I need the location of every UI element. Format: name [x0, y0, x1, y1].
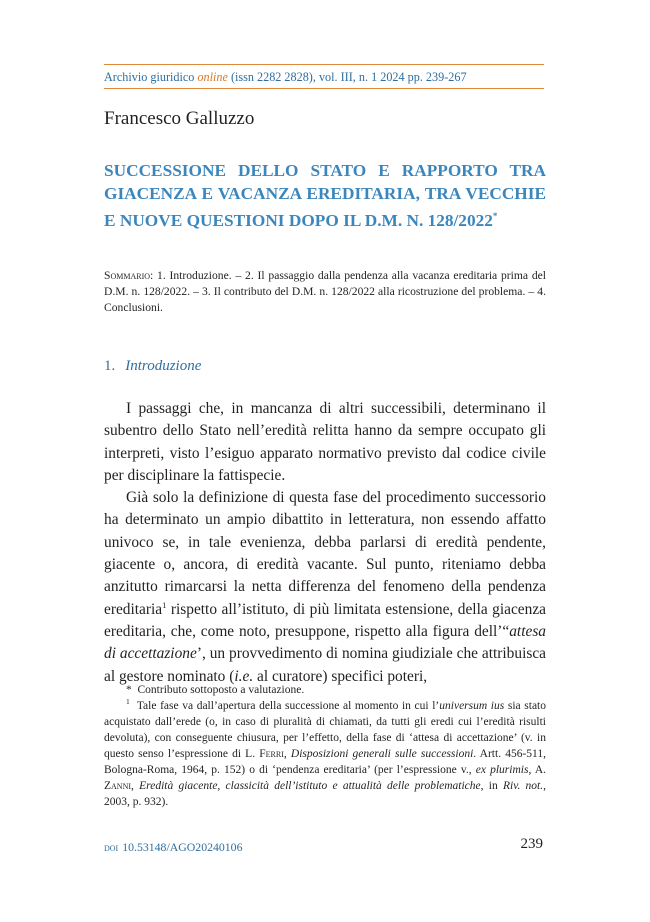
- footnote-star: [104, 682, 546, 698]
- paragraph-2: [104, 487, 546, 688]
- running-head: [104, 64, 544, 89]
- footnote-1-italic: ex plurimis: [475, 764, 529, 776]
- footnote-star-mark: *: [126, 684, 132, 696]
- doi[interactable]: [104, 840, 242, 855]
- doi-value[interactable]: 10.53148/AGO20240106: [122, 840, 243, 854]
- footnotes: [104, 682, 546, 810]
- page-number: 239: [520, 836, 543, 852]
- summary-text: 1. Introduzione. – 2. Il passaggio dalla pendenza alla vacanza ereditaria prima del D.M. n. 128/2022. – 3. Il contributo del D.M. n. 128/2022 alla ricostruzione del problema. – 4. Conclusioni.: [104, 269, 546, 314]
- footnote-1-text: ,: [283, 748, 291, 760]
- footnote-1-italic: Eredità giacente, classicità dell’istituto e attualità delle problematiche: [139, 780, 481, 792]
- paragraph-1: I passaggi che, in mancanza di altri successibili, determinano il subentro dello Stato nell’eredità relitta hanno da sempre occupato gli interpreti, visto l’esiguo apparato normativo previsto dal codice civile per disciplinare la fattispecie.: [104, 400, 546, 484]
- paragraph-2-part-d: al curatore) specifici poteri,: [253, 667, 428, 685]
- journal-details: (issn 2282 2828), vol. III, n. 1 2024 pp. 239-267: [230, 70, 467, 84]
- summary-label: Sommario:: [104, 269, 154, 282]
- doi-prefix: doi: [104, 840, 119, 854]
- paragraph-2-ie: i.e.: [234, 667, 254, 685]
- author-name: Francesco Galluzzo: [104, 108, 255, 129]
- section-title: Introduzione: [125, 358, 202, 374]
- footnote-1-text: ,: [131, 780, 140, 792]
- paragraph-2-part-c: ’, un provvedimento di nomina giudiziale che attribuisca al gestore nominato (: [104, 645, 546, 685]
- footnote-star-text: Contributo sottoposto a valutazione.: [137, 684, 305, 696]
- footnote-1-text: . Artt. 456-511, Bologna-Roma, 1964, p. 152) o di ‘pendenza ereditaria’ (per l’espressione v.,: [104, 748, 547, 776]
- paragraph-2-italic: attesa di accettazione: [104, 622, 546, 663]
- title-footnote-mark[interactable]: *: [492, 211, 498, 221]
- summary: [104, 268, 546, 316]
- footnote-1-author: Ferri: [259, 748, 284, 760]
- article-title-text: SUCCESSIONE DELLO STATO E RAPPORTO TRA GIACENZA E VACANZA EREDITARIA, TRA VECCHIE E NUOVE QUESTIONI DOPO IL D.M. N. 128/2022: [104, 161, 546, 230]
- footnote-1-mark: 1: [126, 697, 130, 707]
- footnote-1-text: , A.: [528, 764, 547, 776]
- journal-online: online: [197, 70, 228, 84]
- footnote-1-italic: Riv. not.: [502, 780, 544, 792]
- footnote-1-text: , in: [480, 780, 503, 792]
- section-heading: [104, 358, 201, 375]
- article-title: [104, 160, 546, 232]
- footnote-1-author: Zanni: [104, 780, 132, 792]
- footnote-1-italic: universum ius: [439, 700, 505, 712]
- footnote-1: [104, 698, 546, 810]
- footnote-1-text: , 2003, p. 932).: [104, 780, 547, 808]
- paragraph-2-part-a: Già solo la definizione di questa fase del procedimento successorio ha determinato un ampio dibattito in letteratura, non essendo affatto univoco se, in tale evenienza, debba parlarsi di eredità pendente, giacente o, ancora, di eredità vacante. Sul punto, riteniamo debba anzitutto rimarcarsi la netta differenza del fenomeno della pendenza ereditaria: [104, 489, 546, 618]
- section-number: 1.: [104, 358, 116, 374]
- footnote-ref-1[interactable]: 1: [162, 599, 167, 610]
- paragraph-2-part-b: rispetto all’istituto, di più limitata estensione, della giacenza ereditaria, che, come noto, presuppone, rispetto alla figura dell’“: [104, 600, 546, 640]
- footnote-1-text: Tale fase va dall’apertura della successione al momento in cui l’: [136, 700, 440, 712]
- body-text: [104, 398, 546, 688]
- journal-name: Archivio giuridico: [104, 70, 195, 84]
- footnote-1-italic: Disposizioni generali sulle successioni: [290, 748, 474, 760]
- footnote-1-text: sia stato acquistato dall’erede (o, in caso di pluralità di chiamati, da tutti gli eredi cui l’eredità risulti devoluta), con conseguente chiusura, per l’effetto, della fase di ‘attesa di accettazione’ (v. in questo senso l’espressione di L.: [104, 700, 546, 760]
